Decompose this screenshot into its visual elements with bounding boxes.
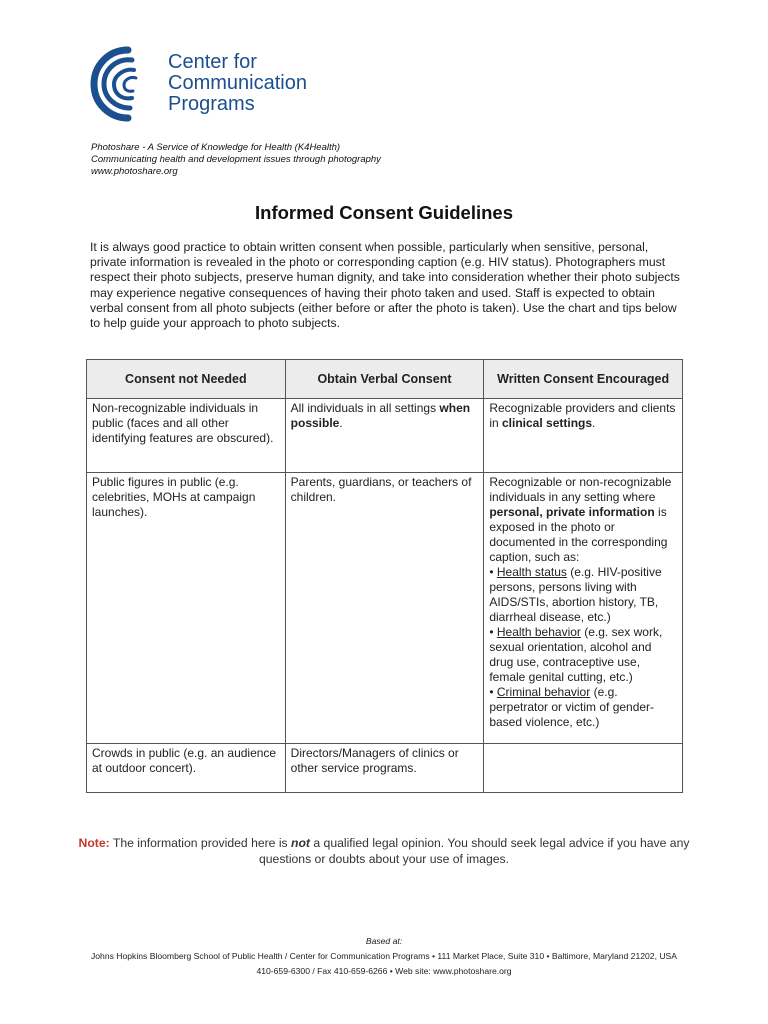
footer-based-at: Based at: (365, 936, 403, 946)
document-title: Informed Consent Guidelines (255, 202, 513, 223)
cell-text: (e.g. perpetrator or victim of gender-based violence, etc.) (489, 685, 655, 729)
org-line-2: Communicating health and development issues through photography (91, 154, 381, 165)
cell-bold-text: personal, private information (489, 505, 655, 519)
cell-text: (e.g. sex work, sexual orientation, alcohol and drug use, contraceptive use, female genital cutting, etc.) (489, 625, 663, 684)
health-status-label: Health status (496, 565, 567, 579)
cell-text: is exposed in the photo or documented in the corresponding caption, such as: (489, 505, 668, 564)
legal-note (70, 835, 698, 867)
bullet: • (489, 625, 497, 639)
footer-contact: 410-659-6300 / Fax 410-659-6266 • Web site: www.photoshare.org (256, 966, 512, 976)
table-cell (484, 473, 683, 744)
header-written-consent: Written Consent Encouraged (484, 360, 683, 399)
bullet: • (489, 565, 497, 579)
cell-text: . (592, 416, 596, 430)
note-text: a qualified legal opinion. You should seek legal advice if you have any questions or doubts about your use of images. (259, 836, 690, 866)
table-row (87, 744, 683, 793)
swirl-logo-icon (88, 44, 168, 124)
cell-text: (e.g. HIV-positive persons, persons living with AIDS/STIs, abortion history, TB, diarrheal disease, etc.) (489, 565, 662, 624)
criminal-behavior-label: Criminal behavior (496, 685, 591, 699)
note-text: The information provided here is (109, 836, 292, 850)
table-cell (484, 744, 683, 793)
table-header-row (87, 360, 683, 399)
consent-table (86, 359, 683, 793)
logo-text (168, 52, 307, 115)
org-website[interactable]: www.photoshare.org (91, 166, 178, 177)
table-cell: Crowds in public (e.g. an audience at outdoor concert). (87, 744, 286, 793)
logo-line-3: Programs (168, 93, 255, 115)
bullet: • (489, 685, 497, 699)
org-line-1: Photoshare - A Service of Knowledge for Health (K4Health) (91, 142, 341, 153)
table-cell: Public figures in public (e.g. celebrities, MOHs at campaign launches). (87, 473, 286, 744)
ccp-logo (88, 44, 307, 124)
cell-text: Recognizable or non-recognizable individuals in any setting where (489, 475, 672, 504)
intro-paragraph: It is always good practice to obtain written consent when possible, particularly when sensitive, personal, private information is revealed in the photo or corresponding caption (e.g. HIV status). Photographers must respect their photo subjects, preserve human dignity, and take into consideration whether their photo subjects may experience negative consequences of having their photo taken and used. Staff is expected to obtain verbal consent from all photo subjects (either before or after the photo is taken). Use the chart and tips below to help guide your approach to photo subjects. (90, 240, 680, 331)
cell-text: All individuals in all settings (290, 401, 440, 415)
health-behavior-label: Health behavior (496, 625, 581, 639)
header-verbal-consent: Obtain Verbal Consent (285, 360, 484, 399)
cell-text: Recognizable providers and clients in (489, 401, 676, 430)
logo-line-1: Center for (168, 51, 257, 73)
footer (0, 934, 768, 979)
table-cell (285, 399, 484, 473)
logo-line-2: Communication (168, 72, 307, 94)
header-consent-not-needed: Consent not Needed (87, 360, 286, 399)
table-cell: Directors/Managers of clinics or other service programs. (285, 744, 484, 793)
table-cell (484, 399, 683, 473)
cell-text: . (339, 416, 343, 430)
cell-bold-text: clinical settings (502, 416, 593, 430)
table-row (87, 399, 683, 473)
note-label: Note: (78, 836, 110, 850)
footer-address: Johns Hopkins Bloomberg School of Public Health / Center for Communication Programs • 111 Market Place, Suite 310 • Baltimore, Maryland 21202, USA (90, 951, 678, 961)
table-row (87, 473, 683, 744)
cell-bold-text: when possible (290, 401, 471, 430)
org-info (91, 142, 381, 178)
table-cell: Non-recognizable individuals in public (faces and all other identifying features are obscured). (87, 399, 286, 473)
table-cell: Parents, guardians, or teachers of children. (285, 473, 484, 744)
note-emphasis: not (291, 836, 310, 850)
